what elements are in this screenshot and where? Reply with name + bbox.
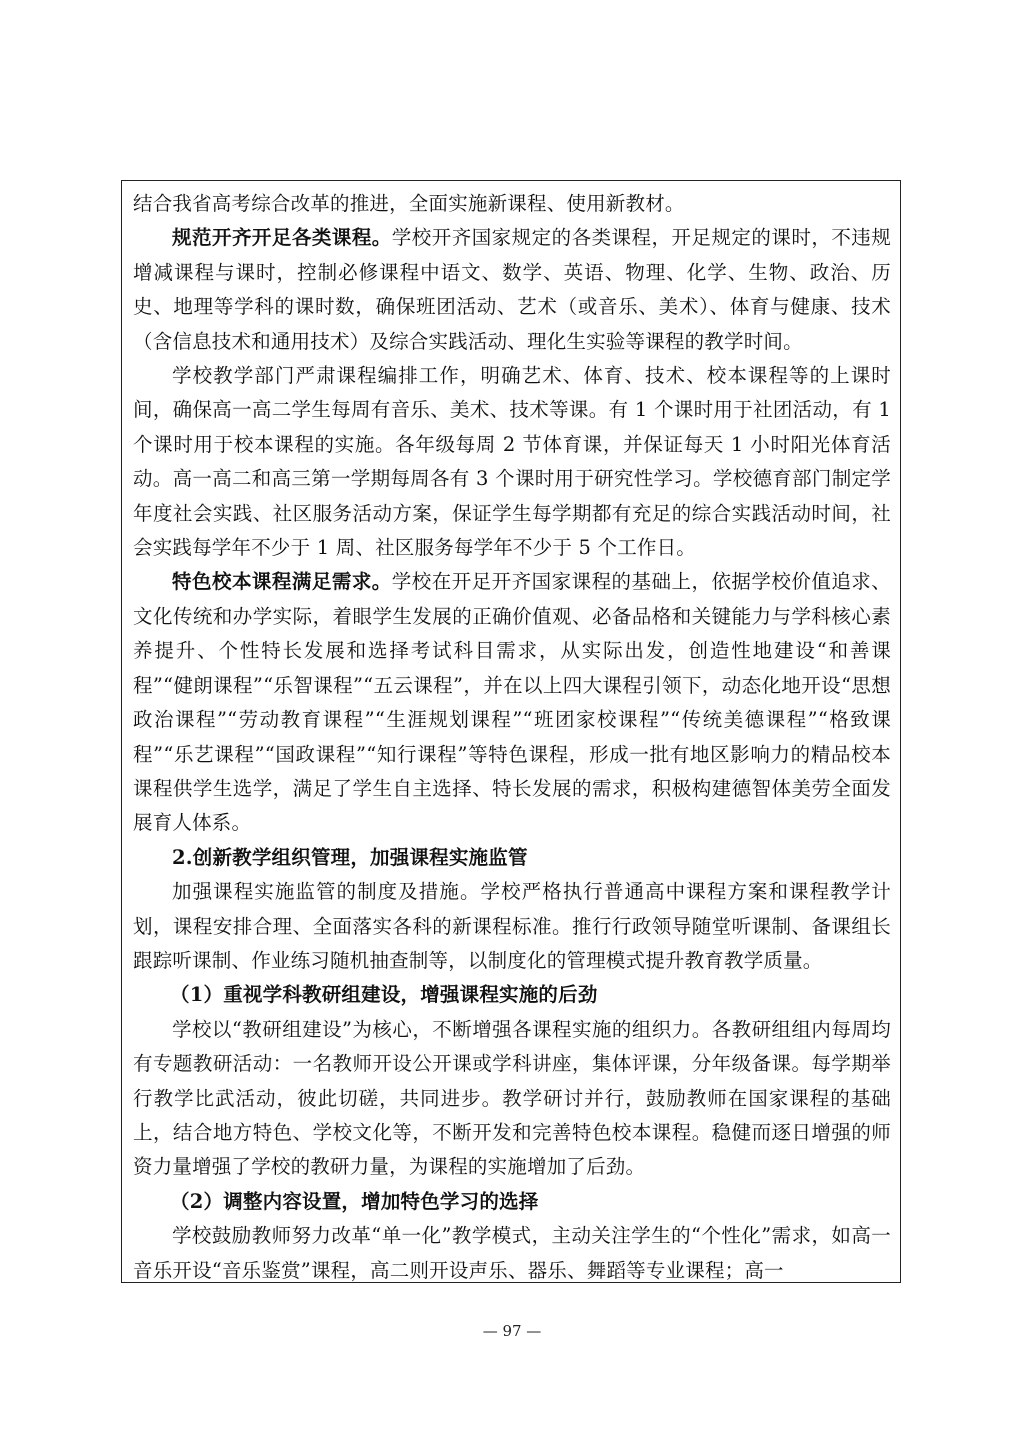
paragraph-teaching-research: 学校以“教研组建设”为核心，不断增强各课程实施的组织力。各教研组组内每周均有专题教研活动：一名教师开设公开课或学科讲座，集体评课，分年级备课。每学期举行教学比武活动，彼此切磋，共同进步。教学研讨并行，鼓励教师在国家课程的基础上，结合地方特色、学校文化等，不断开发和完善特色校本课程。稳健而逐日增强的师资力量增强了学校的教研力量，为课程的实施增加了后劲。 (133, 1017, 891, 1179)
paragraph-course-scheduling: 学校教学部门严肃课程编排工作，明确艺术、体育、技术、校本课程等的上课时间，确保高一高二学生每周有音乐、美术、技术等课。有 1 个课时用于社团活动，有 1 个课时用于校本课程的实施。各年级每周 2 节体育课，并保证每天 1 小时阳光体育活动。高一高二和高三第一学期每周各有 3 个课时用于研究性学习。学校德育部门制定学年度社会实践、社区服务活动方案，保证学生每学期都有充足的综合实践活动时间，社会实践每学年不少于 1 周、社区服务每学年不少于 5 个工作日。 (133, 364, 891, 560)
paragraph-lead-regulate: 规范开齐开足各类课程。 (172, 226, 392, 250)
subheading-1: （1）重视学科教研组建设，增强课程实施的后劲 (170, 983, 598, 1007)
page-number: — 97 — (482, 1322, 542, 1340)
paragraph-content-adjustment: 学校鼓励教师努力改革“单一化”教学模式，主动关注学生的“个性化”需求，如高一音乐开设“音乐鉴赏”课程，高二则开设声乐、器乐、舞蹈等专业课程；高一 (133, 1224, 891, 1282)
content-box (121, 180, 901, 1283)
paragraph-school-courses (133, 565, 891, 840)
paragraph-regulate-courses (133, 221, 891, 359)
subheading-2: （2）调整内容设置，增加特色学习的选择 (170, 1189, 539, 1213)
document-body (133, 187, 891, 1283)
paragraph-lead-school-courses: 特色校本课程满足需求。 (172, 570, 392, 594)
paragraph-supervision: 加强课程实施监管的制度及措施。学校严格执行普通高中课程方案和课程教学计划，课程安排合理、全面落实各科的新课程标准。推行行政领导随堂听课制、备课组长跟踪听课制、作业练习随机抽查制等，以制度化的管理模式提升教育教学质量。 (133, 880, 891, 972)
section-heading-2: 2.创新教学组织管理，加强课程实施监管 (172, 845, 528, 869)
paragraph-text-school-courses: 学校在开足开齐国家课程的基础上，依据学校价值追求、文化传统和办学实际，着眼学生发展的正确价值观、必备品格和关键能力与学科核心素养提升、个性特长发展和选择考试科目需求，从实际出发，创造性地建设“和善课程”“健朗课程”“乐智课程”“五云课程”，并在以上四大课程引领下，动态化地开设“思想政治课程”“劳动教育课程”“生涯规划课程”“班团家校课程”“传统美德课程”“格致课程”“乐艺课程”“国政课程”“知行课程”等特色课程，形成一批有地区影响力的精品校本课程供学生选学，满足了学生自主选择、特长发展的需求，积极构建德智体美劳全面发展育人体系。 (133, 570, 891, 835)
paragraph-text-regulate: 学校开齐国家规定的各类课程，开足规定的课时，不违规增减课程与课时，控制必修课程中语文、数学、英语、物理、化学、生物、政治、历史、地理等学科的课时数，确保班团活动、艺术（或音乐、美术）、体育与健康、技术（含信息技术和通用技术）及综合实践活动、理化生实验等课程的教学时间。 (133, 226, 891, 353)
paragraph-continuation: 结合我省高考综合改革的推进，全面实施新课程、使用新教材。 (133, 192, 685, 215)
